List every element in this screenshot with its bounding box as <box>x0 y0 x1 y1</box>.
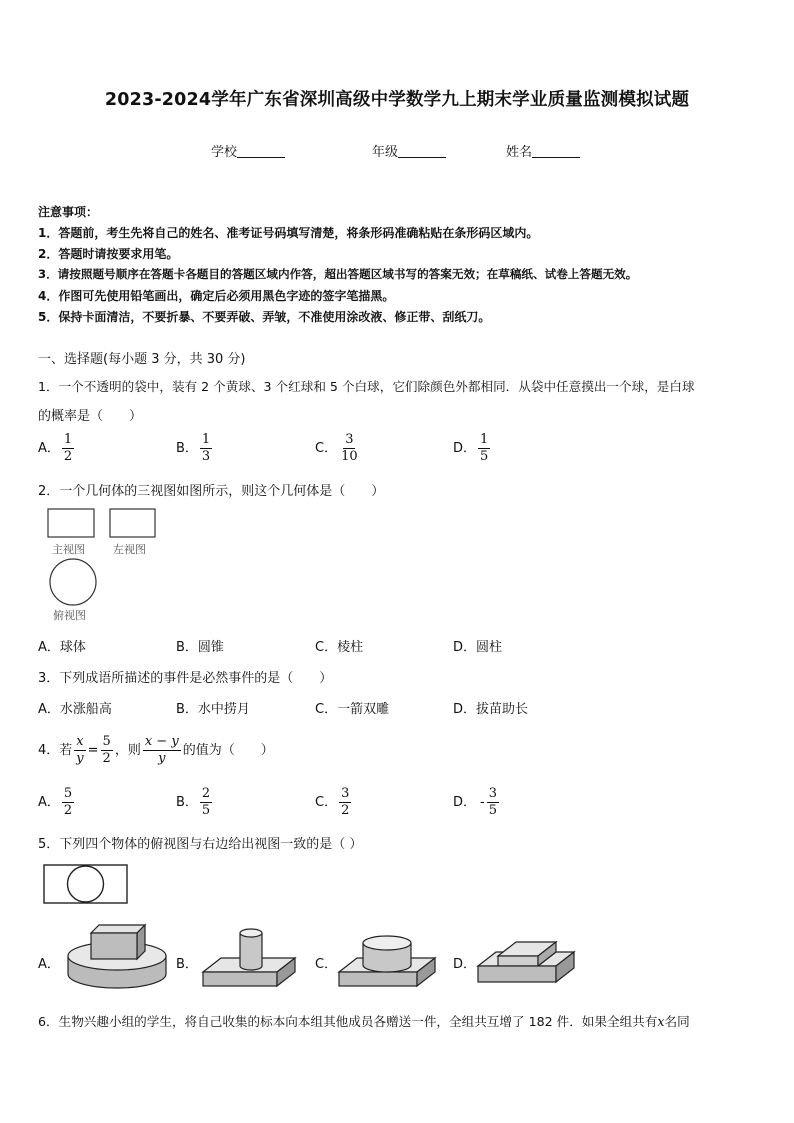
q5-option-c-label: C． <box>315 957 338 972</box>
note-item: 4．作图可先使用铅笔画出，确定后必须用黑色字迹的签字笔描黑。 <box>38 289 395 303</box>
q1-option-c: C． $\frac{3}{10}$ <box>315 432 358 464</box>
fraction: $\frac{5}{2}$ <box>63 786 73 818</box>
fraction: $\frac{2}{5}$ <box>201 786 211 818</box>
q3-option-d: D．拔苗助长 <box>453 702 529 717</box>
top-view-caption: 俯视图 <box>53 609 86 622</box>
note-item: 3．请按照题号顺序在答题卡各题目的答题区域内作答，超出答题区域书写的答案无效；在草稿纸、试卷上答题无效。 <box>38 267 638 281</box>
q3-option-c: C．一箭双雕 <box>315 702 390 717</box>
q5-option-d-figure <box>474 936 578 992</box>
q5-option-a-label: A． <box>38 957 60 972</box>
reference-rect <box>44 865 127 903</box>
q5-option-d-label: D． <box>453 957 477 972</box>
top-view-circle <box>50 559 96 605</box>
school-label: 学校 <box>211 145 238 160</box>
notes-heading: 注意事项： <box>38 205 99 219</box>
q5-option-a-figure <box>64 922 172 992</box>
q4-option-a: A． $\frac{5}{2}$ <box>38 786 73 818</box>
name-label: 姓名 <box>506 145 533 160</box>
q2-stem: 2．一个几何体的三视图如图所示，则这个几何体是（ ） <box>38 484 385 499</box>
q5-option-b-figure <box>201 926 297 992</box>
side-view-caption: 左视图 <box>113 543 146 556</box>
q3-stem: 3．下列成语所描述的事件是必然事件的是（ ） <box>38 671 333 686</box>
fraction: $\frac{3}{5}$ <box>488 786 497 818</box>
reference-circle <box>68 866 104 902</box>
q1-option-d: D． $\frac{1}{5}$ <box>453 432 489 464</box>
fraction: $\frac{1}{2}$ <box>63 432 73 464</box>
name-blank <box>532 144 580 158</box>
q4-stem: 4．若 $\frac{x}{y}$ = $\frac{5}{2}$ ，则 $\frac{x - y}{y}$ 的值为（ ） <box>38 734 274 766</box>
page-title: 2023-2024学年广东省深圳高级中学数学九上期末学业质量监测模拟试题 <box>104 90 690 110</box>
note-item: 2．答题时请按要求用笔。 <box>38 247 179 261</box>
fraction: $\frac{1}{3}$ <box>201 432 211 464</box>
q6-stem: 6．生物兴趣小组的学生，将自己收集的标本向本组其他成员各赠送一件，全组共互增了 182 件．如果全组共有x名同 <box>38 1014 690 1029</box>
q1-stem-line2: 的概率是（ ） <box>38 409 143 424</box>
side-view-rect <box>110 509 155 537</box>
q1-option-b: B． $\frac{1}{3}$ <box>176 432 211 464</box>
q1-option-a: A． $\frac{1}{2}$ <box>38 432 73 464</box>
q4-option-d: D． - $\frac{3}{5}$ <box>453 786 497 818</box>
front-view-caption: 主视图 <box>52 543 85 556</box>
fraction: $\frac{3}{2}$ <box>341 786 350 818</box>
fraction: $\frac{3}{10}$ <box>341 432 358 464</box>
q1-stem-line1: 1．一个不透明的袋中，装有 2 个黄球、3 个红球和 5 个白球，它们除颜色外都相同．从袋中任意摸出一个球，是白球 <box>38 379 695 394</box>
q3-option-a: A．水涨船高 <box>38 702 112 717</box>
q5-option-b-label: B． <box>176 957 198 972</box>
section-heading: 一、选择题(每小题 3 分，共 30 分) <box>38 352 246 367</box>
q2-option-c: C．棱柱 <box>315 640 364 655</box>
front-view-rect <box>48 509 94 537</box>
fraction-x-minus-y-over-y: $\frac{x - y}{y}$ <box>144 734 179 766</box>
q2-option-a: A．球体 <box>38 640 86 655</box>
q2-option-b: B．圆锥 <box>176 640 224 655</box>
q4-option-b: B． $\frac{2}{5}$ <box>176 786 211 818</box>
note-item: 1．答题前，考生先将自己的姓名、准考证号码填写清楚，将条形码准确粘贴在条形码区域内。 <box>38 226 539 240</box>
fraction-x-over-y: $\frac{x}{y}$ <box>76 734 84 766</box>
q3-option-b: B．水中捞月 <box>176 702 250 717</box>
grade-label: 年级 <box>372 145 399 160</box>
grade-blank <box>398 144 446 158</box>
q5-reference-view <box>43 864 129 906</box>
q2-option-d: D．圆柱 <box>453 640 503 655</box>
name-field <box>506 141 580 160</box>
q4-option-c: C． $\frac{3}{2}$ <box>315 786 350 818</box>
school-blank <box>237 144 285 158</box>
school-field <box>211 141 285 160</box>
note-item: 5．保持卡面清洁，不要折暴、不要弄破、弄皱，不准使用涂改液、修正带、刮纸刀。 <box>38 310 491 324</box>
q5-stem: 5．下列四个物体的俯视图与右边给出视图一致的是（ ） <box>38 837 363 852</box>
q5-option-c-figure <box>337 930 439 992</box>
fraction-5-over-2: $\frac{5}{2}$ <box>102 734 111 766</box>
grade-field <box>372 141 446 160</box>
fraction: $\frac{1}{5}$ <box>480 432 489 464</box>
